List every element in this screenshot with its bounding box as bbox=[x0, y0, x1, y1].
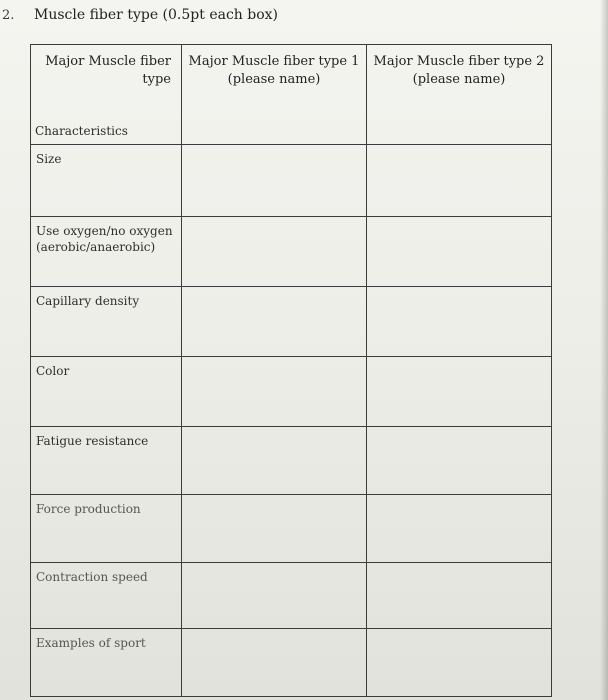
table-row bbox=[31, 287, 552, 357]
header-cell-type-2 bbox=[367, 45, 552, 145]
row-label-fatigue-resistance: Fatigue resistance bbox=[36, 434, 149, 448]
question-title: Muscle fiber type (0.5pt each box) bbox=[34, 7, 279, 23]
header-cell-fiber-type bbox=[31, 45, 182, 145]
row-label-cell bbox=[31, 217, 182, 287]
row-label-capillary-density: Capillary density bbox=[36, 294, 140, 308]
characteristics-label: Characteristics bbox=[35, 124, 128, 138]
answer-cell-type-1-size[interactable] bbox=[182, 145, 367, 217]
header-row bbox=[31, 45, 552, 145]
row-label-examples-of-sport: Examples of sport bbox=[36, 636, 146, 650]
muscle-fiber-table-container bbox=[30, 44, 548, 696]
answer-cell-type-2-oxygen[interactable] bbox=[367, 217, 552, 287]
answer-cell-type-1-capillary[interactable] bbox=[182, 287, 367, 357]
row-label-cell bbox=[31, 145, 182, 217]
answer-cell-type-2-capillary[interactable] bbox=[367, 287, 552, 357]
table-row bbox=[31, 427, 552, 495]
table-row bbox=[31, 357, 552, 427]
header-type-1-label: Major Muscle fiber type 1 (please name) bbox=[188, 54, 360, 87]
header-cell-type-1 bbox=[182, 45, 367, 145]
table-row bbox=[31, 495, 552, 563]
table-row bbox=[31, 563, 552, 629]
question-number: 2. bbox=[2, 8, 15, 23]
answer-cell-type-1-color[interactable] bbox=[182, 357, 367, 427]
header-fiber-type-label: Major Muscle fiber type bbox=[45, 54, 171, 87]
answer-cell-type-1-sport[interactable] bbox=[182, 629, 367, 697]
answer-cell-type-2-sport[interactable] bbox=[367, 629, 552, 697]
row-label-color: Color bbox=[36, 364, 70, 378]
row-label-cell bbox=[31, 629, 182, 697]
table-row bbox=[31, 217, 552, 287]
row-label-cell bbox=[31, 427, 182, 495]
answer-cell-type-1-fatigue[interactable] bbox=[182, 427, 367, 495]
table-row bbox=[31, 629, 552, 697]
row-label-cell bbox=[31, 287, 182, 357]
answer-cell-type-2-size[interactable] bbox=[367, 145, 552, 217]
answer-cell-type-1-force[interactable] bbox=[182, 495, 367, 563]
row-label-cell bbox=[31, 563, 182, 629]
row-label-cell bbox=[31, 495, 182, 563]
answer-cell-type-2-contraction[interactable] bbox=[367, 563, 552, 629]
muscle-fiber-table bbox=[30, 44, 552, 697]
row-label-size: Size bbox=[36, 152, 62, 166]
page-edge-shadow bbox=[600, 0, 608, 700]
answer-cell-type-1-contraction[interactable] bbox=[182, 563, 367, 629]
row-label-cell bbox=[31, 357, 182, 427]
answer-cell-type-2-color[interactable] bbox=[367, 357, 552, 427]
row-label-contraction-speed: Contraction speed bbox=[36, 570, 148, 584]
table-row bbox=[31, 145, 552, 217]
row-label-force-production: Force production bbox=[36, 502, 141, 516]
row-label-oxygen-use: Use oxygen/no oxygen (aerobic/anaerobic) bbox=[36, 224, 173, 254]
answer-cell-type-2-fatigue[interactable] bbox=[367, 427, 552, 495]
answer-cell-type-2-force[interactable] bbox=[367, 495, 552, 563]
header-type-2-label: Major Muscle fiber type 2 (please name) bbox=[373, 54, 545, 87]
answer-cell-type-1-oxygen[interactable] bbox=[182, 217, 367, 287]
